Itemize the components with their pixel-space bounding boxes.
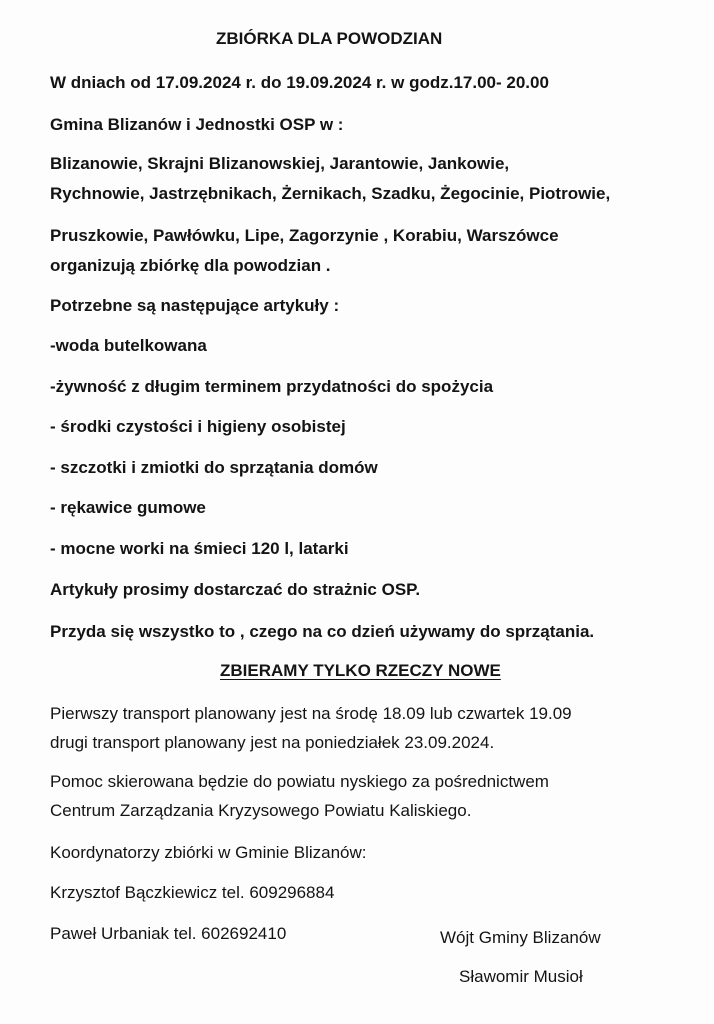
locations-line-1: Blizanowie, Skrajni Blizanowskiej, Jarantowie, Jankowie,: [50, 154, 510, 173]
delivery-note: Artykuły prosimy dostarczać do strażnic OSP.: [50, 580, 421, 599]
aid-line-2: Centrum Zarządzania Kryzysowego Powiatu Kaliskiego.: [50, 801, 472, 820]
date-line: W dniach od 17.09.2024 r. do 19.09.2024 r. w godz.17.00- 20.00: [50, 73, 549, 92]
item-gloves: - rękawice gumowe: [50, 498, 206, 517]
document-title: ZBIÓRKA DLA POWODZIAN: [216, 29, 443, 48]
signature-name: Sławomir Musioł: [459, 967, 583, 986]
needed-intro: Potrzebne są następujące artykuły :: [50, 296, 340, 315]
item-bags: - mocne worki na śmieci 120 l, latarki: [50, 539, 349, 558]
item-hygiene: - środki czystości i higieny osobistej: [50, 417, 346, 436]
organizers-intro: Gmina Blizanów i Jednostki OSP w :: [50, 115, 344, 134]
item-water: -woda butelkowana: [50, 336, 207, 355]
coordinators-intro: Koordynatorzy zbiórki w Gminie Blizanów:: [50, 843, 367, 862]
new-only-heading: ZBIERAMY TYLKO RZECZY NOWE: [220, 661, 501, 680]
locations-line-3: Pruszkowie, Pawłówku, Lipe, Zagorzynie , Korabiu, Warszówce: [50, 226, 559, 245]
signature-role: Wójt Gminy Blizanów: [440, 928, 601, 947]
coordinator-2: Paweł Urbaniak tel. 602692410: [50, 924, 287, 943]
item-brushes: - szczotki i zmiotki do sprzątania domów: [50, 458, 378, 477]
item-food: -żywność z długim terminem przydatności do spożycia: [50, 377, 494, 396]
locations-line-4: organizują zbiórkę dla powodzian .: [50, 256, 331, 275]
aid-line-1: Pomoc skierowana będzie do powiatu nyskiego za pośrednictwem: [50, 772, 549, 791]
useful-note: Przyda się wszystko to , czego na co dzień używamy do sprzątania.: [50, 622, 595, 641]
transport-line-2: drugi transport planowany jest na poniedziałek 23.09.2024.: [50, 733, 495, 752]
locations-line-2: Rychnowie, Jastrzębnikach, Żernikach, Szadku, Żegocinie, Piotrowie,: [50, 184, 611, 203]
transport-line-1: Pierwszy transport planowany jest na środę 18.09 lub czwartek 19.09: [50, 704, 572, 723]
coordinator-1: Krzysztof Bączkiewicz tel. 609296884: [50, 883, 335, 902]
